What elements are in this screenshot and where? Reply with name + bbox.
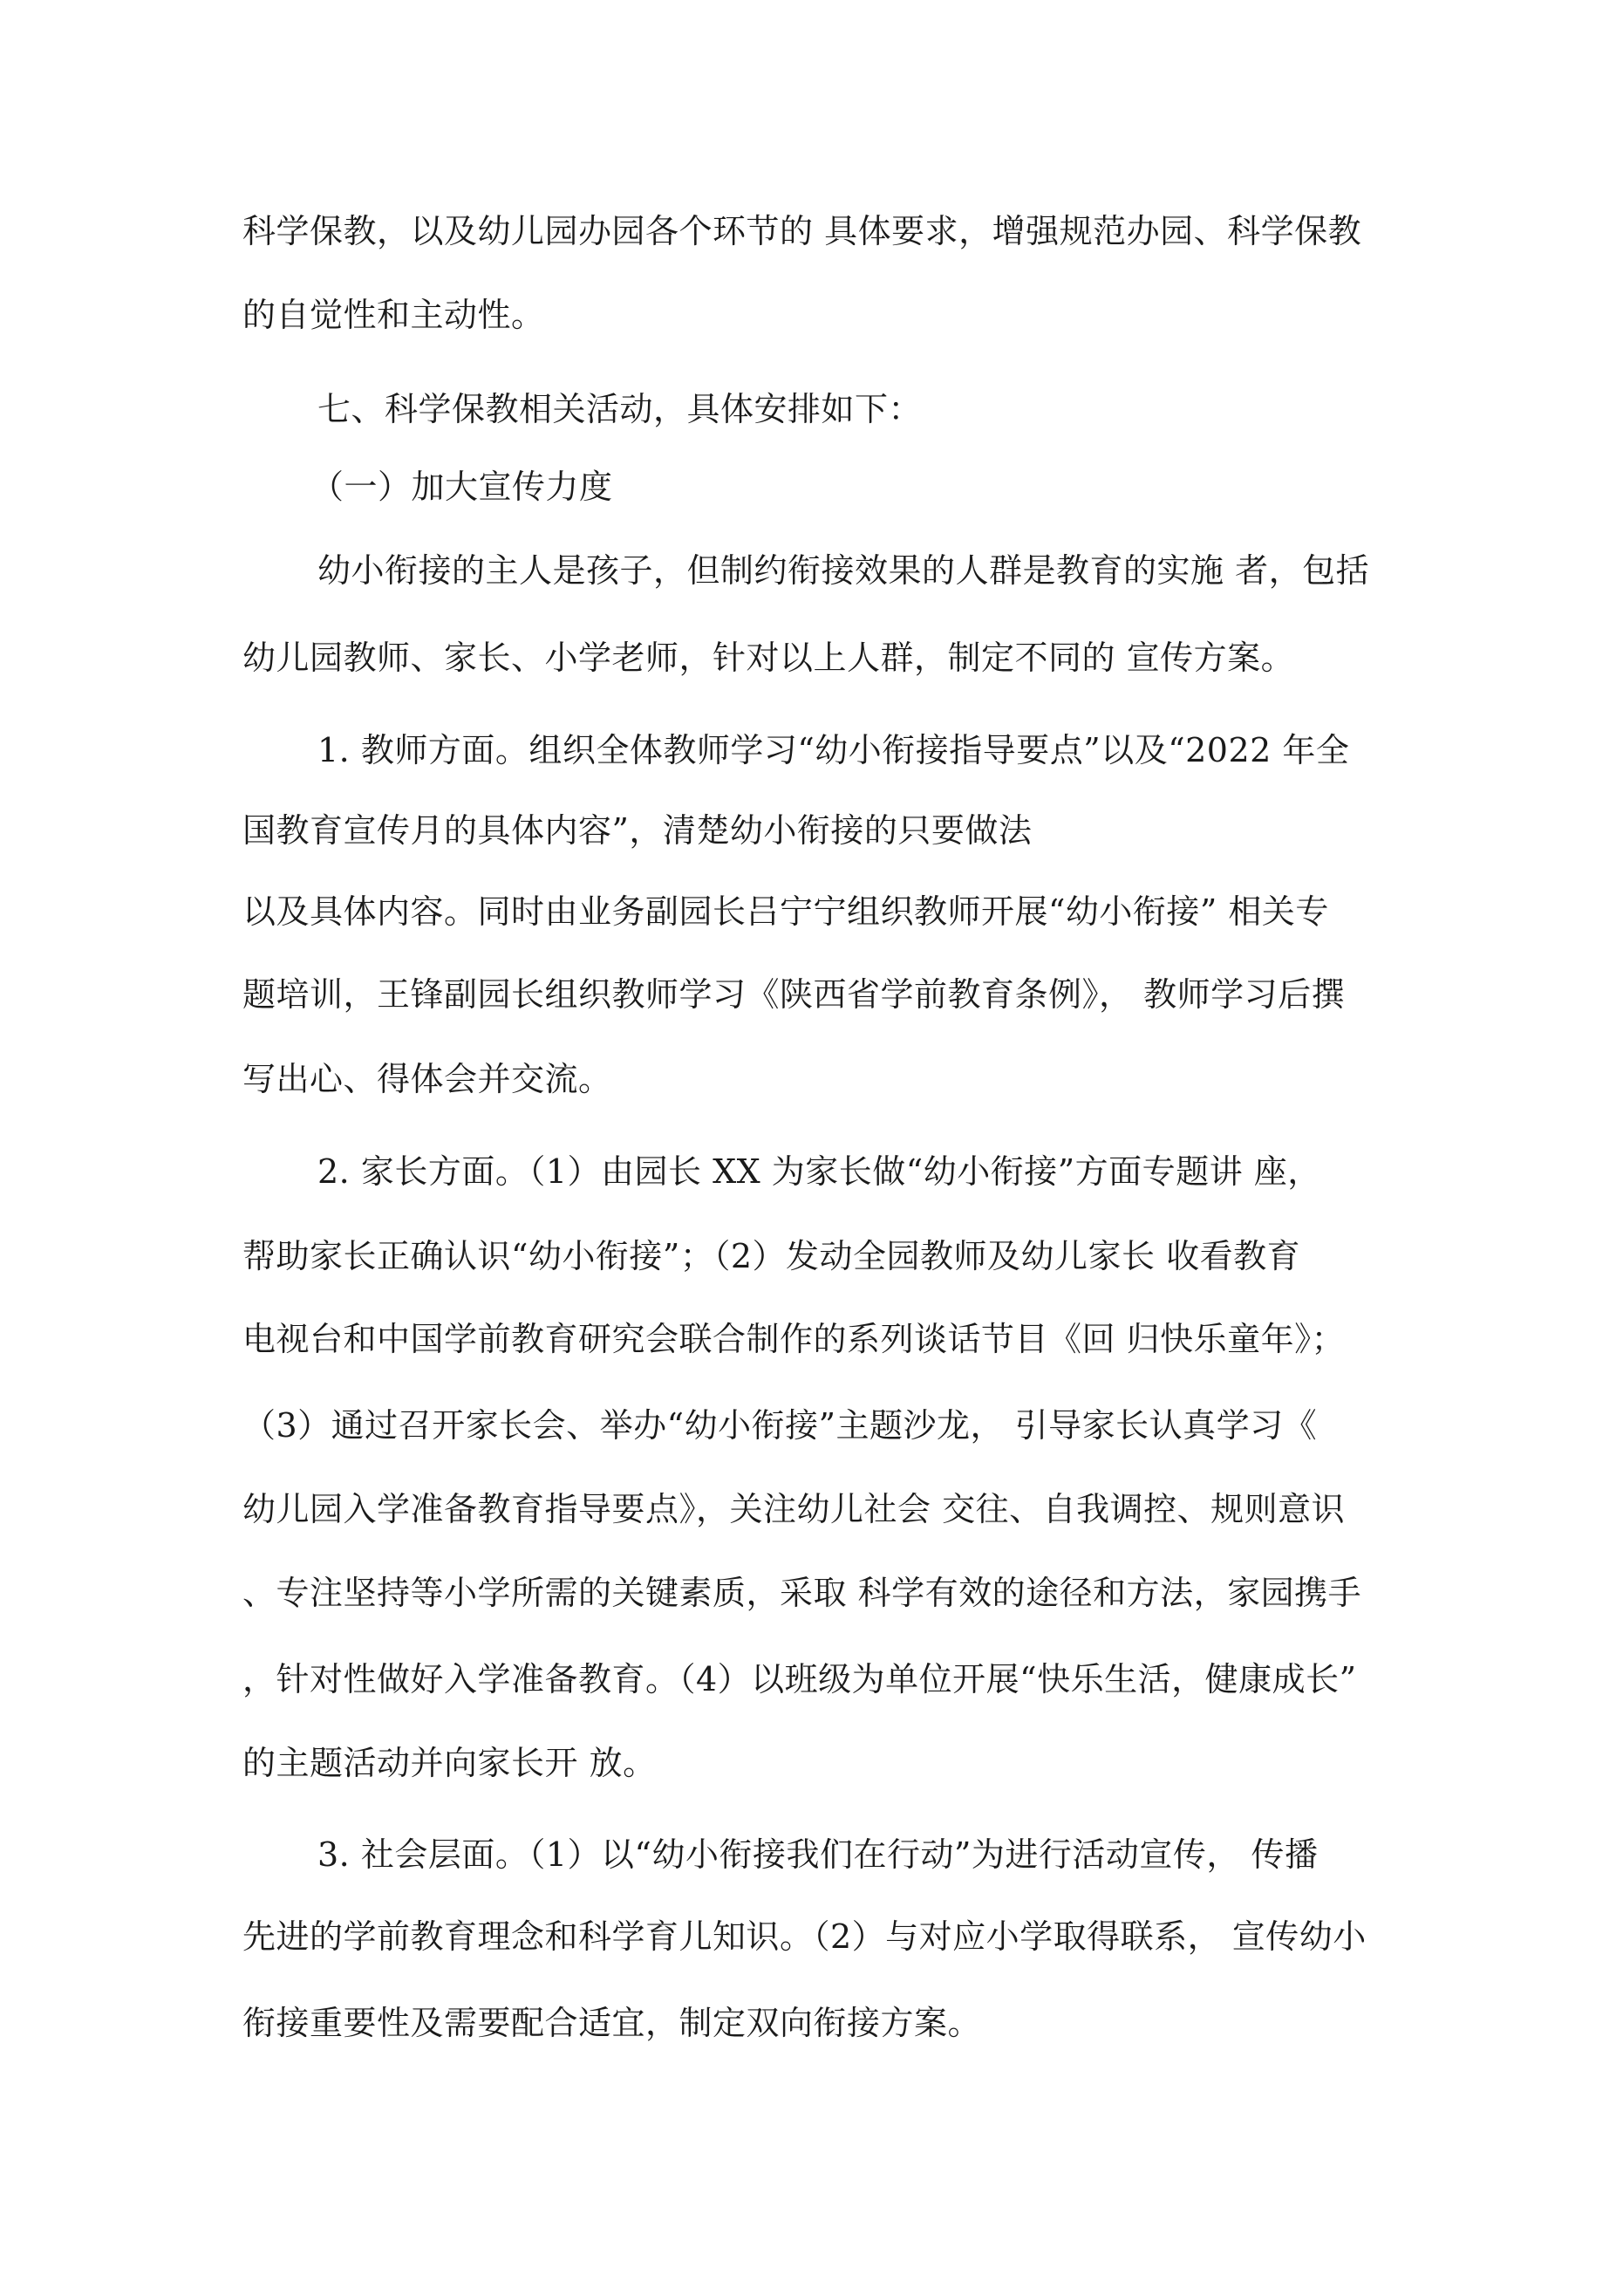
text-line: 幼小衔接的主人是孩子，但制约衔接效果的人群是教育的实施 者，包括 <box>317 551 1370 590</box>
text-line: 帮助家长正确认识“幼小衔接”；（2）发动全园教师及幼儿家长 收看教育 <box>242 1237 1301 1275</box>
text-line: 科学保教，以及幼儿园办园各个环节的 具体要求，增强规范办园、科学保教 <box>242 212 1362 250</box>
text-line: 1. 教师方面。组织全体教师学习“幼小衔接指导要点”以及“2022 年全 <box>317 731 1350 769</box>
text-line: 写出心、得体会并交流。 <box>242 1060 612 1098</box>
text-line: 电视台和中国学前教育研究会联合制作的系列谈话节目《回 归快乐童年》； <box>242 1320 1346 1358</box>
text-line: （3）通过召开家长会、举办“幼小衔接”主题沙龙， 引导家长认真学习《 <box>242 1406 1318 1445</box>
text-line: 幼儿园教师、家长、小学老师，针对以上人群，制定不同的 宣传方案。 <box>242 639 1295 677</box>
text-line: 以及具体内容。同时由业务副园长吕宁宁组织教师开展“幼小衔接” 相关专 <box>242 892 1329 931</box>
text-line: 先进的学前教育理念和科学育儿知识。（2）与对应小学取得联系， 宣传幼小 <box>242 1917 1367 1956</box>
section-heading: 七、科学保教相关活动，具体安排如下： <box>317 390 923 428</box>
text-line: 题培训，王锋副园长组织教师学习《陕西省学前教育条例》， 教师学习后撰 <box>242 975 1346 1014</box>
text-line: 国教育宣传月的具体内容”，清楚幼小衔接的只要做法 <box>242 811 1033 850</box>
text-line: 2. 家长方面。（1）由园长 XX 为家长做“幼小衔接”方面专题讲 座， <box>317 1152 1321 1191</box>
subsection-heading: （一）加大宣传力度 <box>310 468 613 506</box>
text-line: 幼儿园入学准备教育指导要点》，关注幼儿社会 交往、自我调控、规则意识 <box>242 1490 1346 1528</box>
text-line: 3. 社会层面。（1）以“幼小衔接我们在行动”为进行活动宣传， 传播 <box>317 1835 1319 1874</box>
text-line: 的主题活动并向家长开 放。 <box>242 1744 657 1782</box>
text-line: ，针对性做好入学准备教育。（4）以班级为单位开展“快乐生活，健康成长” <box>242 1660 1357 1698</box>
text-line: 、专注坚持等小学所需的关键素质，采取 科学有效的途径和方法，家园携手 <box>242 1574 1362 1612</box>
text-line: 衔接重要性及需要配合适宜，制定双向衔接方案。 <box>242 2004 982 2042</box>
text-line: 的自觉性和主动性。 <box>242 296 545 334</box>
